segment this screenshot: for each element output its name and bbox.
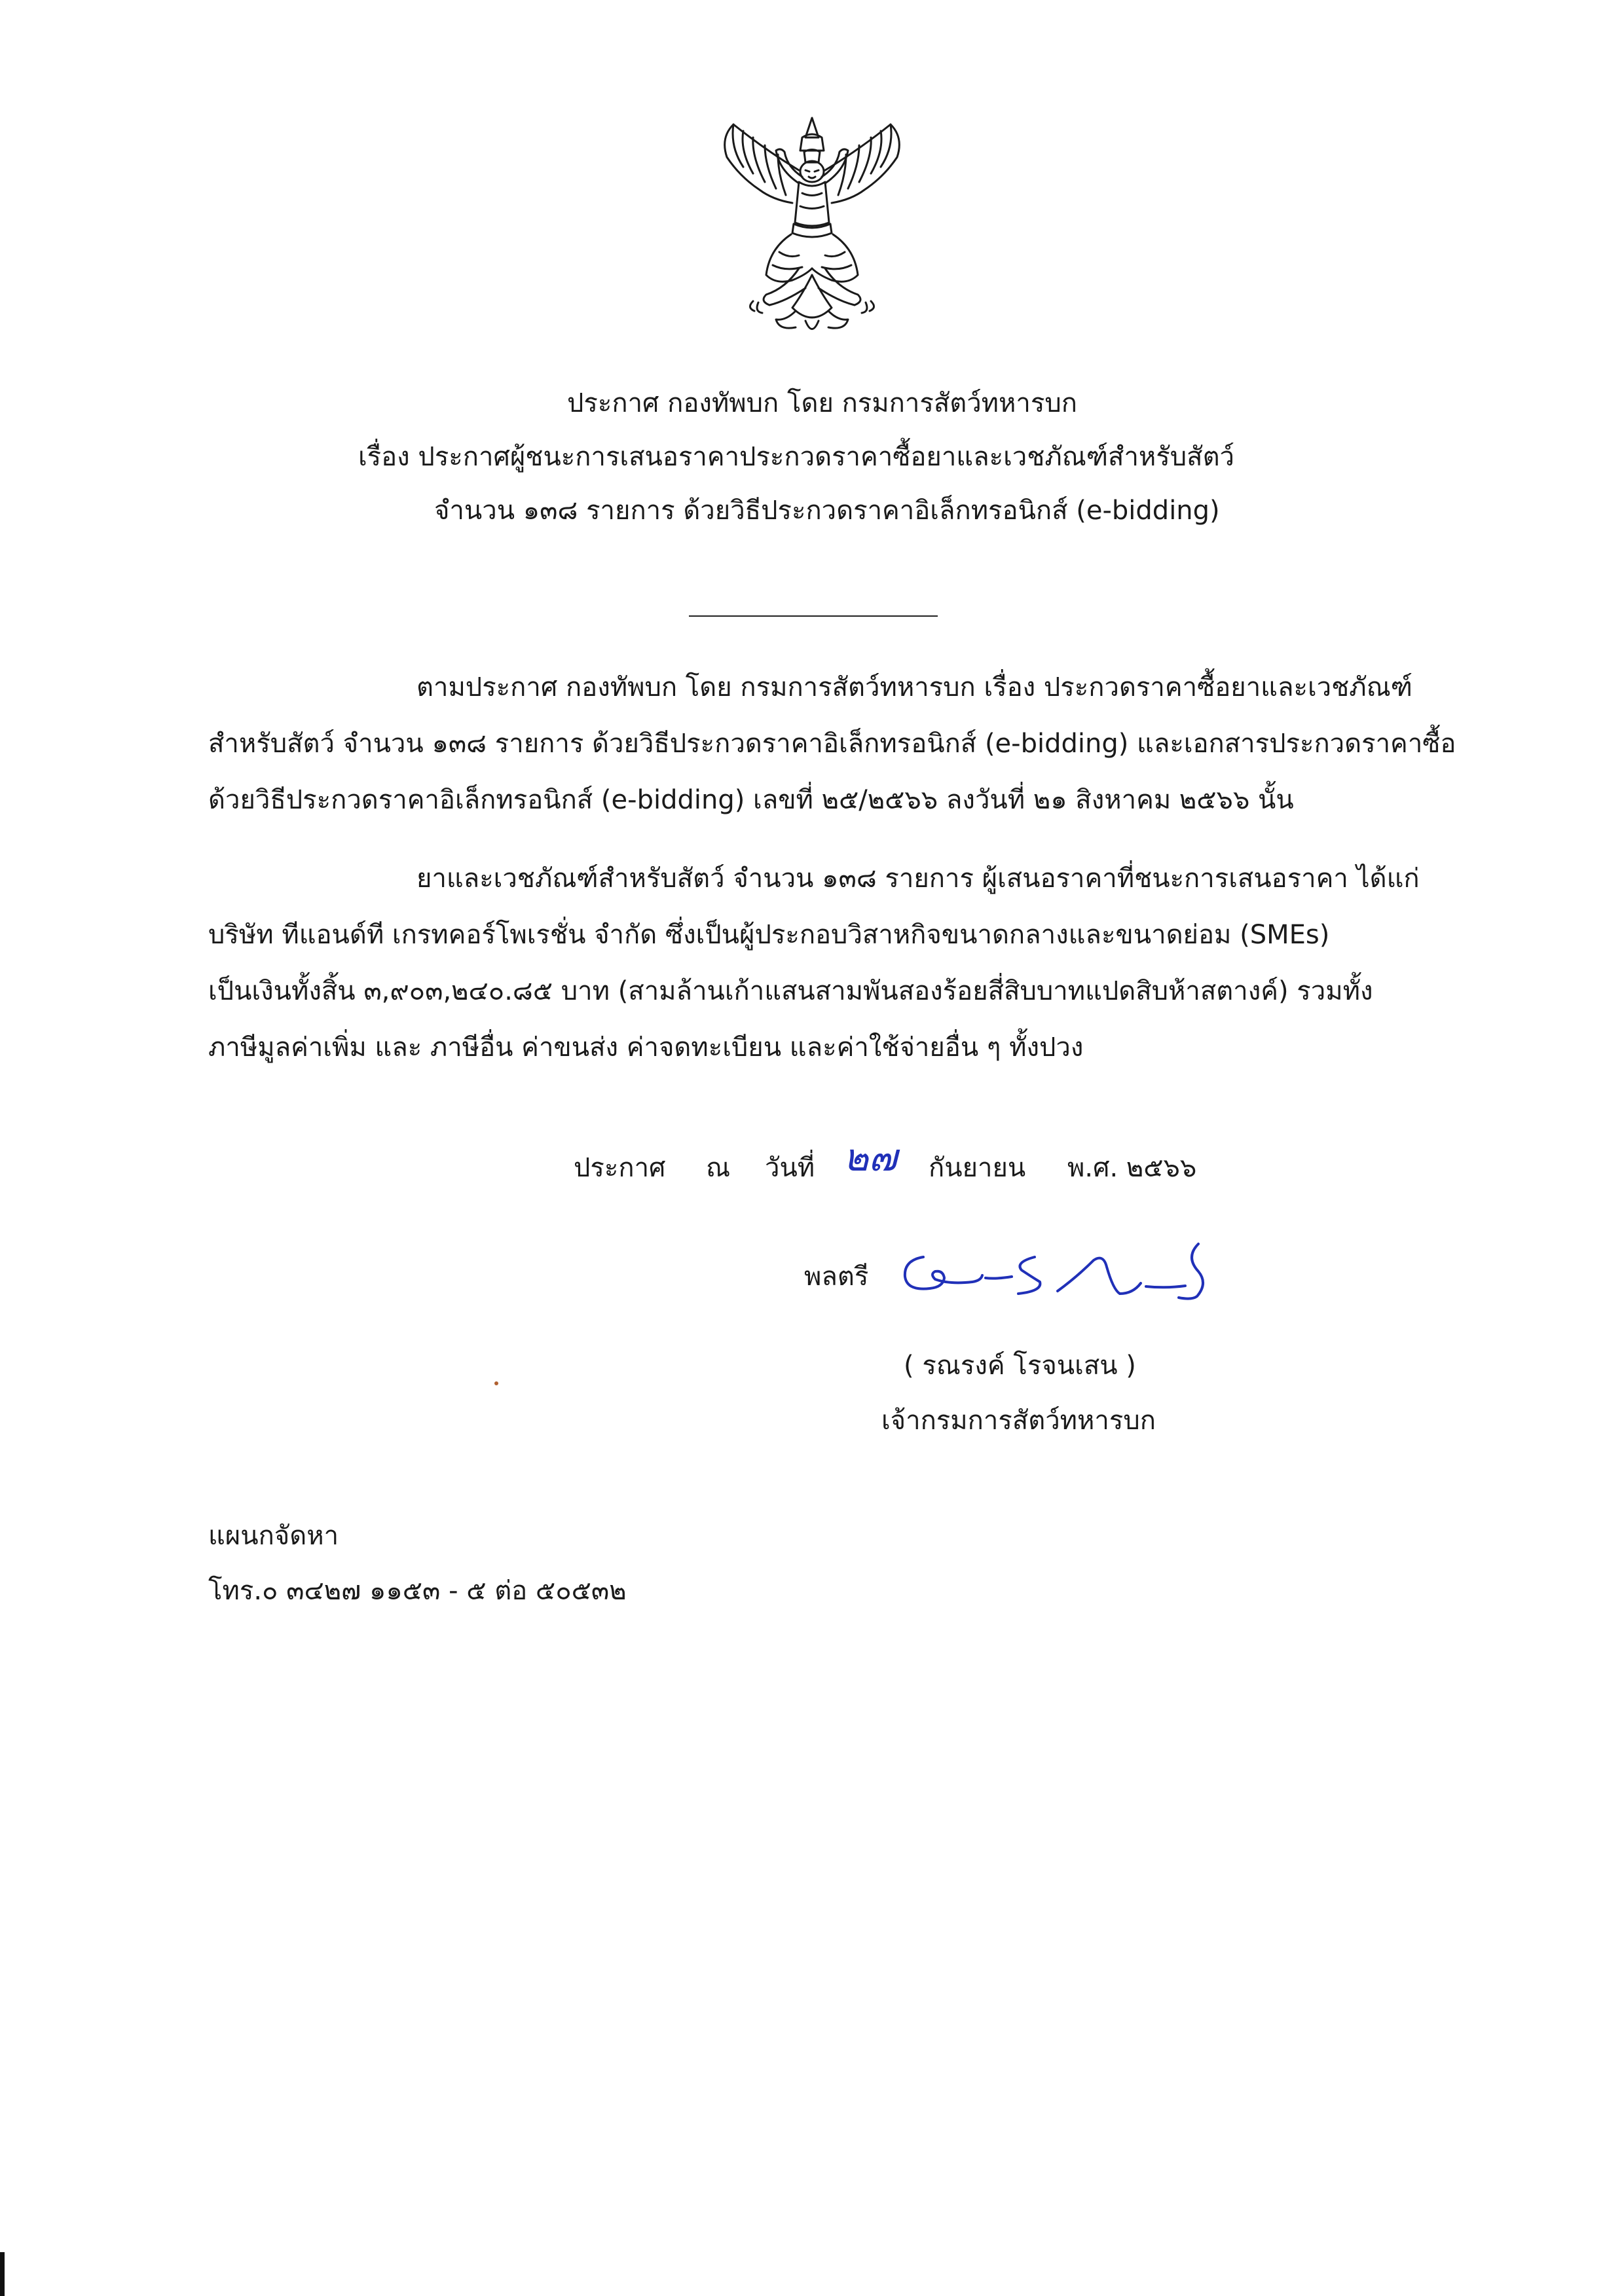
date-at: ณ xyxy=(706,1153,731,1183)
scan-speck xyxy=(494,1381,498,1385)
garuda-emblem-icon xyxy=(707,111,917,347)
scan-edge-mark xyxy=(0,2252,5,2296)
paragraph-line: ภาษีมูลค่าเพิ่ม และ ภาษีอื่น ค่าขนส่ง ค่าจดทะเบียน และค่าใช้จ่ายอื่น ๆ ทั้งปวง xyxy=(208,1032,1084,1063)
header-subject: เรื่อง ประกาศผู้ชนะการเสนอราคาประกวดราคาซื้อยาและเวชภัณฑ์สำหรับสัตว์ xyxy=(358,442,1235,472)
date-month: กันยายน xyxy=(929,1153,1026,1183)
header-subject-cont: จำนวน ๑๓๘ รายการ ด้วยวิธีประกวดราคาอิเล็กทรอนิกส์ (e-bidding) xyxy=(434,496,1220,526)
date-day-label: วันที่ xyxy=(765,1153,815,1183)
date-day-handwritten: ๒๗ xyxy=(843,1135,897,1180)
date-prefix: ประกาศ xyxy=(574,1153,666,1183)
footer-phone: โทร.๐ ๓๔๒๗ ๑๑๕๓ - ๕ ต่อ ๕๐๕๓๒ xyxy=(208,1576,627,1606)
signer-name: ( รณรงค์ โรจนเสน ) xyxy=(904,1351,1136,1381)
header-issuer: ประกาศ กองทัพบก โดย กรมการสัตว์ทหารบก xyxy=(567,388,1077,418)
paragraph-line: ยาและเวชภัณฑ์สำหรับสัตว์ จำนวน ๑๓๘ รายการ ผู้เสนอราคาที่ชนะการเสนอราคา ได้แก่ xyxy=(416,864,1420,894)
date-year: พ.ศ. ๒๕๖๖ xyxy=(1067,1153,1197,1183)
paragraph-line: บริษัท ทีแอนด์ที เกรทคอร์โพเรชั่น จำกัด ซึ่งเป็นผู้ประกอบวิสาหกิจขนาดกลางและขนาดย่อม (SMEs) xyxy=(208,920,1330,950)
paragraph-line: ด้วยวิธีประกวดราคาอิเล็กทรอนิกส์ (e-bidding) เลขที่ ๒๕/๒๕๖๖ ลงวันที่ ๒๑ สิงหาคม ๒๕๖๖ นั้น xyxy=(208,785,1294,815)
paragraph-line: สำหรับสัตว์ จำนวน ๑๓๘ รายการ ด้วยวิธีประกวดราคาอิเล็กทรอนิกส์ (e-bidding) และเอกสารประกวดราคาซื้อ xyxy=(208,729,1456,759)
paragraph-line: เป็นเงินทั้งสิ้น ๓,๙๐๓,๒๔๐.๘๕ บาท (สามล้านเก้าแสนสามพันสองร้อยสี่สิบบาทแปดสิบห้าสตางค์) รวมทั้ง xyxy=(208,976,1373,1006)
signer-position: เจ้ากรมการสัตว์ทหารบก xyxy=(881,1406,1156,1436)
header-divider xyxy=(689,615,938,617)
signer-rank: พลตรี xyxy=(804,1262,869,1292)
paragraph-line: ตามประกาศ กองทัพบก โดย กรมการสัตว์ทหารบก เรื่อง ประกวดราคาซื้อยาและเวชภัณฑ์ xyxy=(416,672,1412,702)
handwritten-signature xyxy=(897,1231,1225,1303)
footer-department: แผนกจัดหา xyxy=(208,1521,339,1551)
